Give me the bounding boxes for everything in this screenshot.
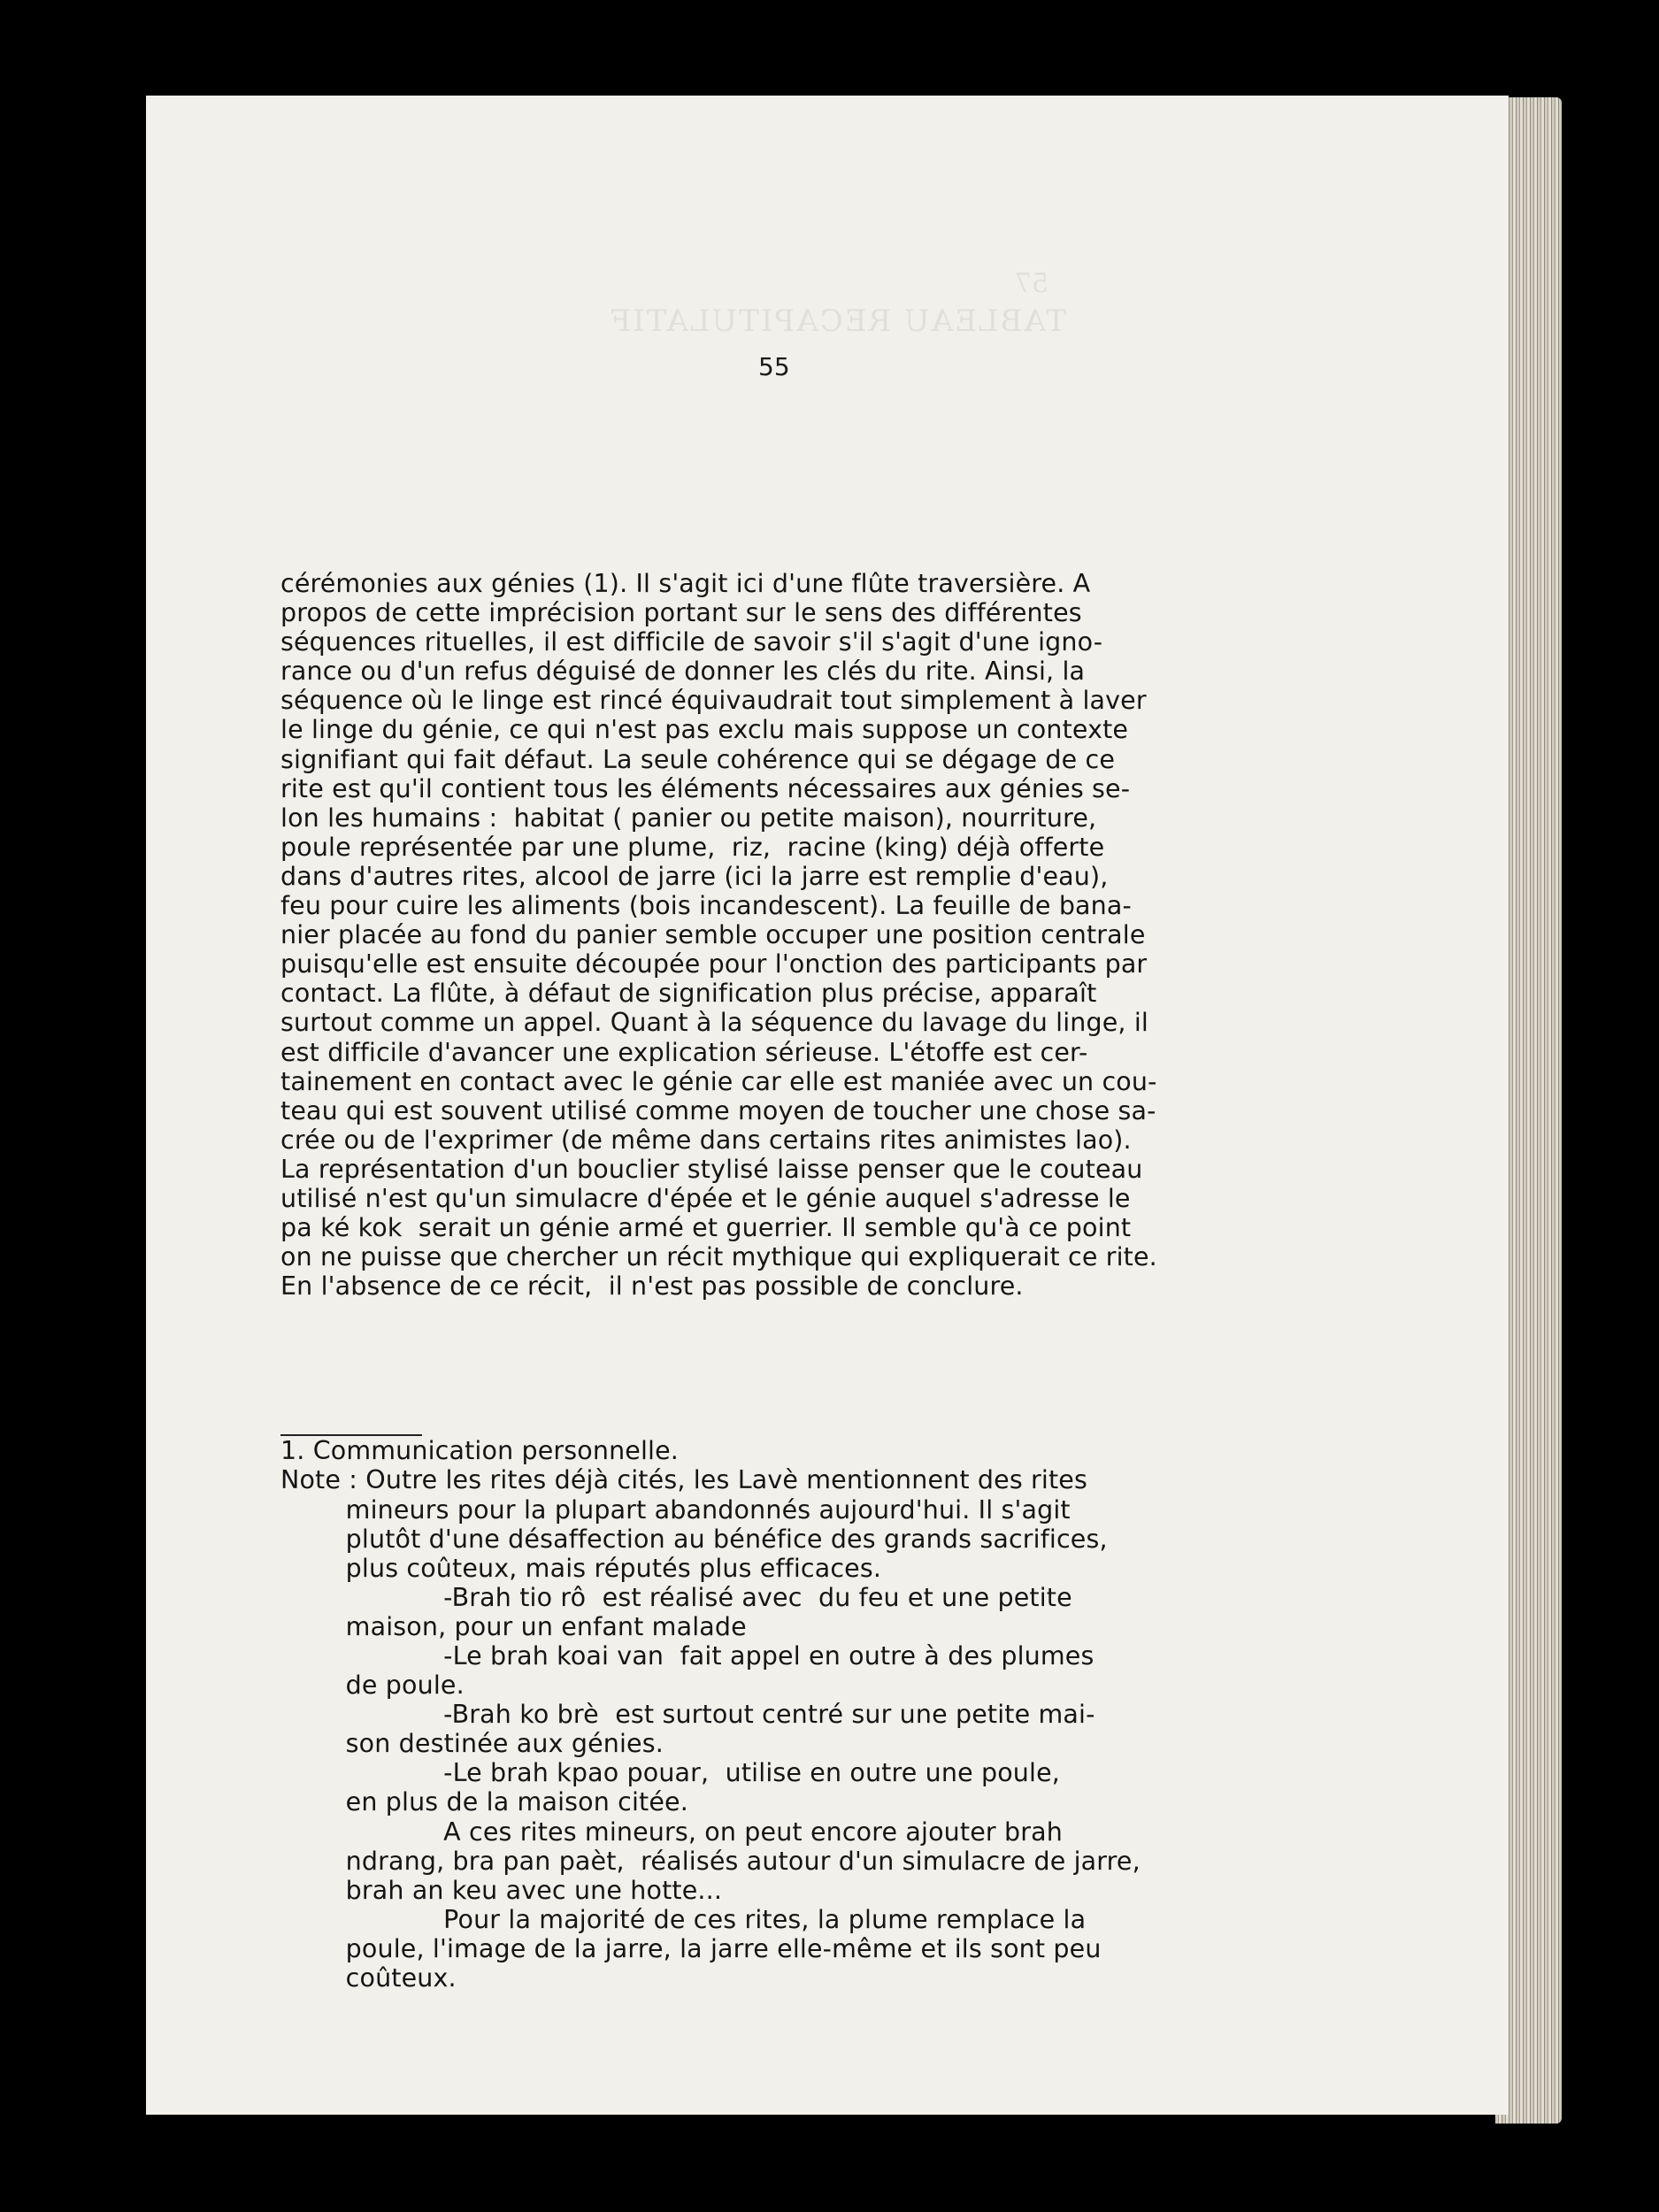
text-line: dans d'autres rites, alcool de jarre (ici la jarre est remplie d'eau), xyxy=(280,861,1109,891)
text-line: rite est qu'il contient tous les éléments nécessaires aux génies se- xyxy=(280,773,1131,803)
footnote-line: Pour la majorité de ces rites, la plume remplace la xyxy=(280,1904,1087,1934)
page-body xyxy=(280,569,1466,1993)
text-line: crée ou de l'exprimer (de même dans certains rites animistes lao). xyxy=(280,1125,1132,1155)
footnote-line: brah an keu avec une hotte... xyxy=(280,1875,723,1905)
text-line: puisqu'elle est ensuite découpée pour l'onction des participants par xyxy=(280,949,1148,979)
text-line: on ne puisse que chercher un récit mythique qui expliquerait ce rite. xyxy=(280,1242,1157,1272)
bleed-through-title: TABLEAU RECAPITULATIF xyxy=(608,303,1066,339)
footnote-line: ndrang, bra pan paèt, réalisés autour d'un simulacre de jarre, xyxy=(280,1846,1141,1876)
text-line: surtout comme un appel. Quant à la séquence du lavage du linge, il xyxy=(280,1008,1148,1038)
text-line: pa ké kok serait un génie armé et guerrier. Il semble qu'à ce point xyxy=(280,1213,1132,1243)
footnotes xyxy=(280,1436,1466,1993)
footnote-line: son destinée aux génies. xyxy=(280,1729,664,1759)
footnote-line: coûteux. xyxy=(280,1963,457,1993)
text-line: cérémonies aux génies (1). Il s'agit ici d'une flûte traversière. A xyxy=(280,569,1091,598)
text-line: signifiant qui fait défaut. La seule cohérence qui se dégage de ce xyxy=(280,744,1116,774)
text-line: La représentation d'un bouclier stylisé laisse penser que le couteau xyxy=(280,1154,1143,1184)
footnote-line: de poule. xyxy=(280,1671,465,1701)
text-line: contact. La flûte, à défaut de signification plus précise, apparaît xyxy=(280,979,1097,1009)
footnote-line: mineurs pour la plupart abandonnés aujourd'hui. Il s'agit xyxy=(280,1494,1071,1525)
text-line: séquence où le linge est rincé équivaudrait tout simplement à laver xyxy=(280,686,1147,716)
footnote-line: maison, pour un enfant malade xyxy=(280,1611,747,1641)
text-line: utilisé n'est qu'un simulacre d'épée et le génie auquel s'adresse le xyxy=(280,1183,1131,1213)
text-line: poule représentée par une plume, riz, racine (king) déjà offerte xyxy=(280,832,1105,862)
text-line: nier placée au fond du panier semble occuper une position centrale xyxy=(280,920,1146,950)
main-paragraph xyxy=(280,569,1466,1301)
text-line: En l'absence de ce récit, il n'est pas possible de conclure. xyxy=(280,1271,1024,1302)
footnote-line: -Brah ko brè est surtout centré sur une petite mai- xyxy=(280,1700,1095,1730)
text-line: lon les humains : habitat ( panier ou petite maison), nourriture, xyxy=(280,803,1097,833)
footnote-line: 1. Communication personnelle. xyxy=(280,1436,680,1466)
footnote-line: -Le brah kpao pouar, utilise en outre une poule, xyxy=(280,1758,1060,1788)
footnote-line: A ces rites mineurs, on peut encore ajouter brah xyxy=(280,1816,1063,1847)
footnote-line: plutôt d'une désaffection au bénéfice des grands sacrifices, xyxy=(280,1524,1108,1554)
spacer xyxy=(280,1301,1466,1434)
text-line: est difficile d'avancer une explication sérieuse. L'étoffe est cer- xyxy=(280,1037,1088,1067)
footnote-line: -Le brah koai van fait appel en outre à des plumes xyxy=(280,1641,1094,1671)
page-number: 55 xyxy=(758,352,790,381)
text-line: teau qui est souvent utilisé comme moyen de toucher une chose sa- xyxy=(280,1095,1156,1125)
text-line: le linge du génie, ce qui n'est pas exclu mais suppose un contexte xyxy=(280,715,1129,745)
footnote-line: en plus de la maison citée. xyxy=(280,1787,688,1817)
text-line: rance ou d'un refus déguisé de donner les clés du rite. Ainsi, la xyxy=(280,657,1086,687)
footnote-line: Note : Outre les rites déjà cités, les Lavè mentionnent des rites xyxy=(280,1465,1087,1495)
footnote-line: poule, l'image de la jarre, la jarre elle-même et ils sont peu xyxy=(280,1933,1102,1963)
footnote-line: plus coûteux, mais réputés plus efficaces. xyxy=(280,1553,882,1583)
text-line: séquences rituelles, il est difficile de savoir s'il s'agit d'une igno- xyxy=(280,627,1103,657)
book-page xyxy=(146,96,1509,2115)
text-line: propos de cette imprécision portant sur le sens des différentes xyxy=(280,598,1082,628)
footnote-line: -Brah tio rô est réalisé avec du feu et une petite xyxy=(280,1582,1072,1612)
bleed-through-page-number: 57 xyxy=(1014,268,1048,299)
text-line: tainement en contact avec le génie car elle est maniée avec un cou- xyxy=(280,1066,1157,1096)
text-line: feu pour cuire les aliments (bois incandescent). La feuille de bana- xyxy=(280,891,1132,921)
